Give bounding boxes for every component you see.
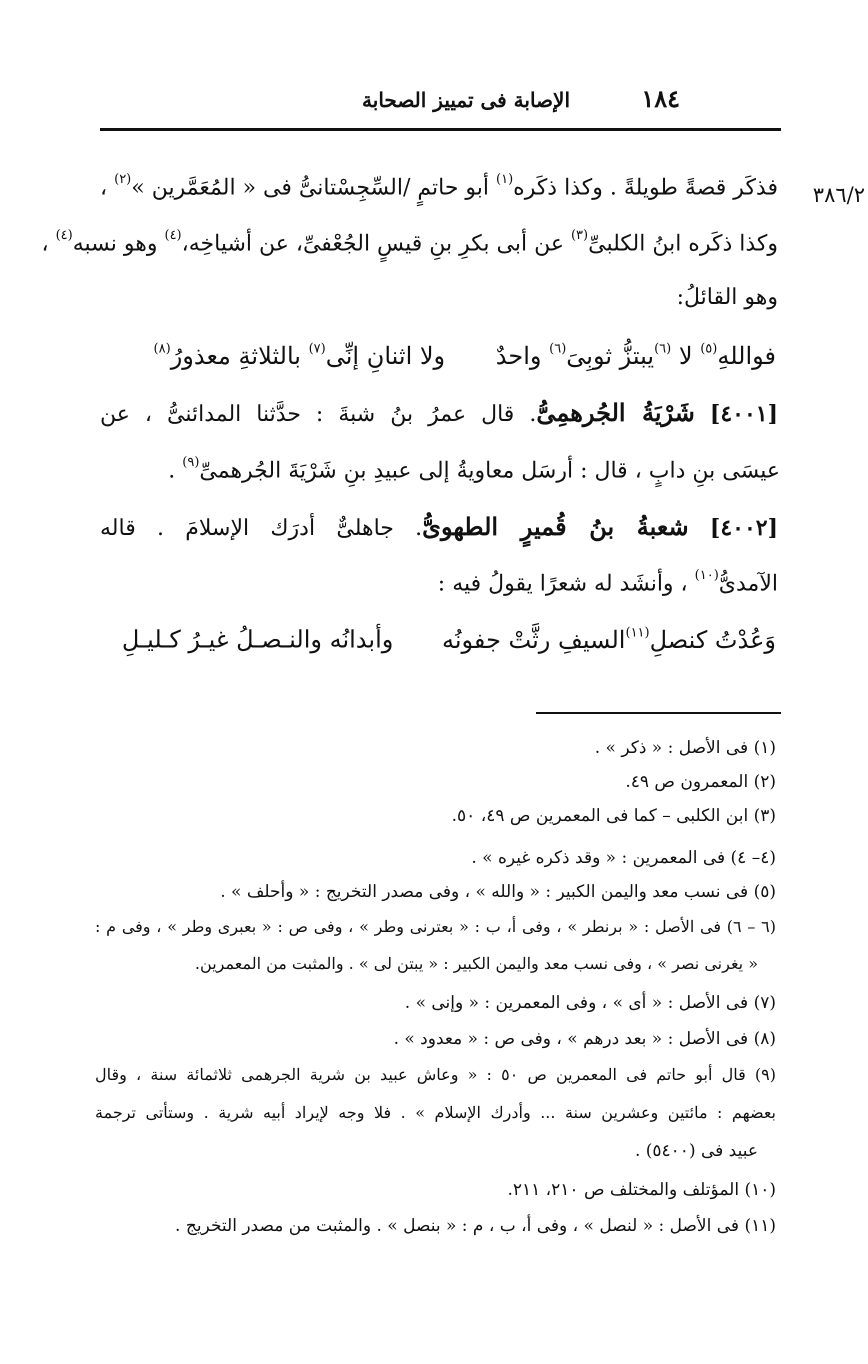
verse-2: [122, 625, 776, 654]
footnote-ref: (٣): [570, 228, 589, 243]
footnote-4: (٤– ٤) فى المعمرين : « وقد ذكره غيره » .: [471, 848, 776, 868]
verse-2-hemistich-1: وَعُدْتُ كنصلِ$^{(١١)}$السيفِ رثَّتْ جفونُه: [441, 625, 776, 654]
footnote-1: (١) فى الأصل : « ذكر » .: [594, 738, 776, 758]
footnote-ref: (١١): [625, 625, 650, 640]
running-header-title: الإصابة فى تمييز الصحابة: [362, 88, 570, 112]
body-line-5: عيسَى بنِ دابٍ ، قال : أرسَل معاويةُ إلى عبيدِ بنِ شَرْيَةَ الجُرهمىِّ$^{(٩)}$ .: [168, 455, 780, 484]
footnote-7: (٧) فى الأصل : « أى » ، وفى المعمرين : « وإنى » .: [404, 993, 776, 1013]
entry-number: [٤٠٠٢]: [709, 515, 779, 541]
entry-name: شَرْيَةُ الجُرهمِىُّ: [536, 398, 695, 427]
header-rule: [100, 128, 781, 131]
footnote-ref: (٨): [153, 341, 171, 356]
footnote-ref: (٦): [654, 341, 672, 356]
footnote-ref: (٤): [164, 228, 182, 243]
footnote-9-end: عبيد فى (٥٤٠٠) .: [634, 1141, 758, 1161]
footnote-ref: (٤): [55, 228, 73, 243]
footnote-10: (١٠) المؤتلف والمختلف ص ٢١٠، ٢١١.: [507, 1180, 776, 1200]
footnote-ref: (٩): [182, 455, 200, 470]
entry-4001: [٤٠٠١] شَرْيَةُ الجُرهمِىُّ. قال عمرُ بنُ شبةَ : حدَّثنا المدائنىُّ ، عن: [100, 398, 778, 427]
footnote-11: (١١) فى الأصل : « لنصل » ، وفى أ، ب ، م : « بنصل » . والمثبت من مصدر التخريج .: [175, 1216, 776, 1236]
footnote-3: (٣) ابن الكلبى – كما فى المعمرين ص ٤٩، ٥٠.: [451, 806, 776, 826]
footnote-6: (٦ – ٦) فى الأصل : « برنطر » ، وفى أ، ب : « بعترنى وطر » ، وفى ص : « بعبرى وطر » ، وفى م :: [95, 917, 776, 936]
footnote-ref: (١٠): [694, 568, 719, 583]
body-line-2: وكذا ذكَره ابنُ الكلبىِّ$^{(٣)}$ عن أبى بكرِ بنِ قيسٍ الجُعْفىِّ، عن أشياخِه،$^{(٤)}$ وهو نسبه$^{(٤)}$ ،: [41, 228, 778, 257]
footnote-5: (٥) فى نسب معد واليمن الكبير : « والله » ، وفى مصدر التخريج : « وأحلف » .: [220, 882, 776, 902]
page-number: ١٨٤: [641, 84, 680, 113]
footnote-ref: (٦): [549, 341, 567, 356]
footnote-ref: (٢): [114, 172, 132, 187]
verse-1-hemistich-1: فواللهِ$^{(٥)}$ لا $^{(٦)}$يبتزُّ ثوبِىَ$^{(٦)}$ واحدٌ: [495, 341, 776, 370]
footnote-ref: (٧): [308, 341, 326, 356]
verse-1: [154, 341, 776, 370]
verse-2-hemistich-2: وأبدانُه والنـصـلُ غيـرُ كـليـلِ: [121, 625, 394, 654]
footnote-ref: (١): [496, 172, 514, 187]
footnote-rule: [536, 712, 781, 714]
footnote-9: (٩) قال أبو حاتم فى المعمرين ص ٥٠ : « وعاش عبيد بن شرية الجرهمى ثلاثمائة سنة ، وقال: [95, 1065, 776, 1084]
entry-number: [٤٠٠١]: [709, 401, 778, 427]
body-line-7: الآمدىُّ$^{(١٠)}$ ، وأنشَد له شعرًا يقولُ فيه :: [437, 568, 778, 597]
body-line-1: فذكَر قصةً طويلةً . وكذا ذكَره$^{(١)}$ أبو حاتمٍ /السِّجِسْتانىُّ فى « المُعَمَّرين »$^{(٢)}$ ،: [100, 172, 778, 201]
entry-4002: [٤٠٠٢] شعبةُ بنُ قُميرٍ الطهوىُّ. جاهلىٌّ أدرَك الإسلامَ . قاله: [100, 512, 779, 541]
entry-name: شعبةُ بنُ قُميرٍ الطهوىُّ: [422, 512, 689, 541]
footnote-8: (٨) فى الأصل : « بعد درهم » ، وفى ص : « معدود » .: [393, 1029, 776, 1049]
margin-reference: ٣٨٦/٢: [812, 183, 865, 207]
footnote-ref: (٥): [700, 341, 718, 356]
verse-1-hemistich-2: ولا اثنانِ إنِّى$^{(٧)}$ بالثلاثةِ معذورُ$^{(٨)}$: [153, 341, 446, 370]
footnote-2: (٢) المعمرون ص ٤٩.: [625, 772, 776, 792]
footnote-6-continued: « يغرنى نصر » ، وفى نسب معد واليمن الكبير : « يبتن لى » . والمثبت من المعمرين.: [194, 954, 758, 973]
footnote-9-continued: بعضهم : مائتين وعشرين سنة ... وأدرك الإسلام » . فلا وجه لإيراد أبيه شرية . وستأتى ترجمة: [95, 1103, 776, 1122]
body-line-3: وهو القائلُ:: [676, 285, 778, 310]
